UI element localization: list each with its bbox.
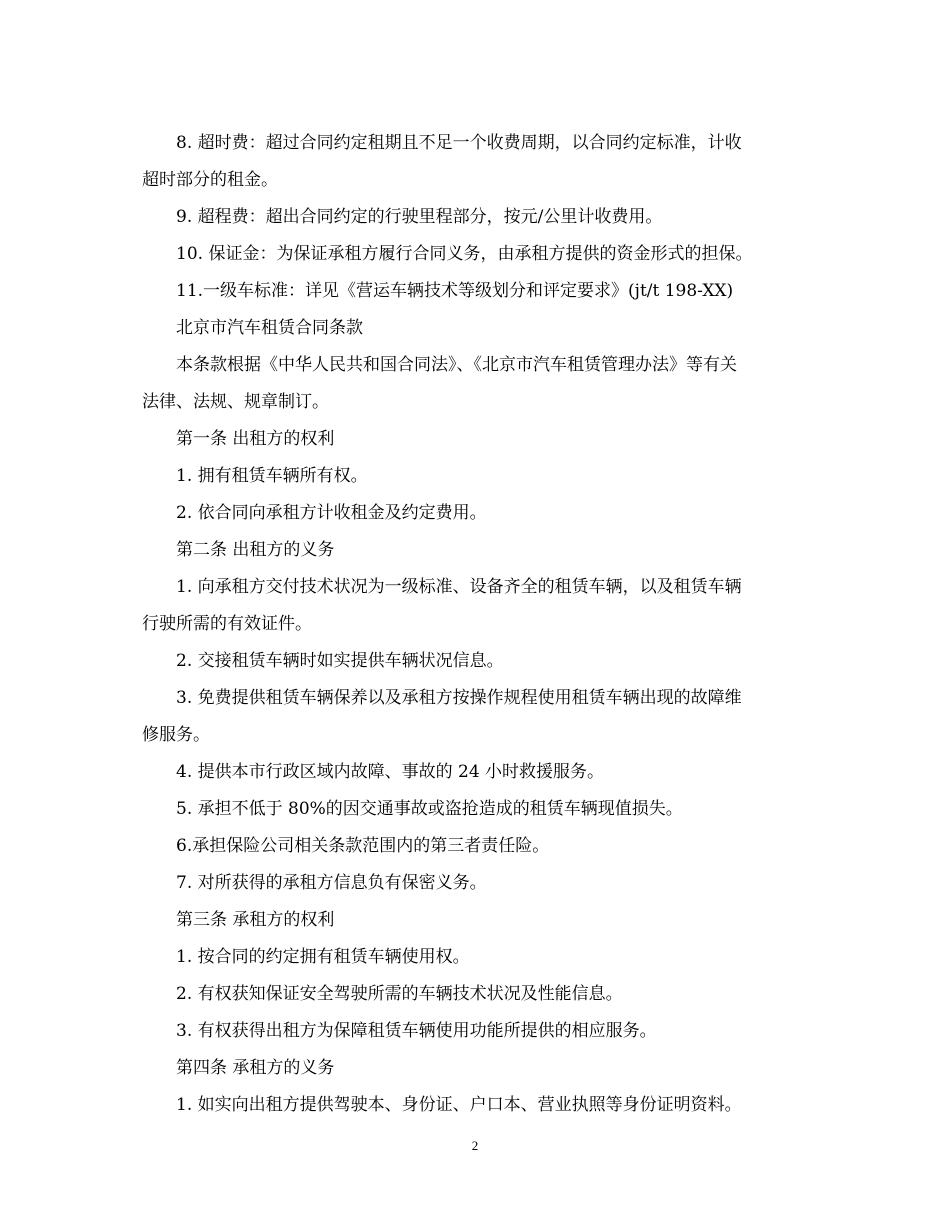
list-item-continued: 行驶所需的有效证件。 [142, 614, 312, 634]
list-item: 7. 对所获得的承租方信息负有保密义务。 [176, 873, 487, 893]
list-item: 1. 如实向出租方提供驾驶本、身份证、户口本、营业执照等身份证明资料。 [176, 1095, 742, 1115]
list-item: 6.承担保险公司相关条款范围内的第三者责任险。 [176, 836, 550, 856]
article-heading: 第二条 出租方的义务 [176, 540, 335, 560]
paragraph-line: 10. 保证金：为保证承租方履行合同义务，由承租方提供的资金形式的担保。 [176, 244, 753, 264]
list-item-continued: 修服务。 [142, 725, 210, 745]
article-heading: 第四条 承租方的义务 [176, 1058, 335, 1078]
paragraph-line: 本条款根据《中华人民共和国合同法》、《北京市汽车租赁管理办法》等有关 [176, 355, 737, 375]
list-item: 1. 向承租方交付技术状况为一级标准、设备齐全的租赁车辆，以及租赁车辆 [176, 577, 742, 597]
paragraph-line: 11.一级车标准：详见《营运车辆技术等级划分和评定要求》(jt/t 198-XX) [176, 281, 734, 301]
list-item: 5. 承担不低于 80%的因交通事故或盗抢造成的租赁车辆现值损失。 [176, 799, 683, 819]
paragraph-line: 8. 超时费：超过合同约定租期且不足一个收费周期，以合同约定标准，计收 [176, 133, 742, 153]
list-item: 2. 依合同向承租方计收租金及约定费用。 [176, 503, 487, 523]
list-item: 1. 按合同的约定拥有租赁车辆使用权。 [176, 947, 470, 967]
paragraph-line: 9. 超程费：超出合同约定的行驶里程部分，按元/公里计收费用。 [176, 207, 663, 227]
list-item: 1. 拥有租赁车辆所有权。 [176, 466, 368, 486]
list-item: 4. 提供本市行政区域内故障、事故的 24 小时救援服务。 [176, 762, 605, 782]
article-heading: 第三条 承租方的权利 [176, 910, 335, 930]
paragraph-line: 超时部分的租金。 [142, 170, 278, 190]
page-number: 2 [471, 1138, 479, 1153]
section-heading: 北京市汽车租赁合同条款 [176, 318, 363, 338]
article-heading: 第一条 出租方的权利 [176, 429, 335, 449]
list-item: 2. 有权获知保证安全驾驶所需的车辆技术状况及性能信息。 [176, 984, 623, 1004]
list-item: 3. 有权获得出租方为保障租赁车辆使用功能所提供的相应服务。 [176, 1021, 657, 1041]
list-item: 2. 交接租赁车辆时如实提供车辆状况信息。 [176, 651, 504, 671]
paragraph-line: 法律、法规、规章制订。 [142, 392, 329, 412]
list-item: 3. 免费提供租赁车辆保养以及承租方按操作规程使用租赁车辆出现的故障维 [176, 688, 742, 708]
